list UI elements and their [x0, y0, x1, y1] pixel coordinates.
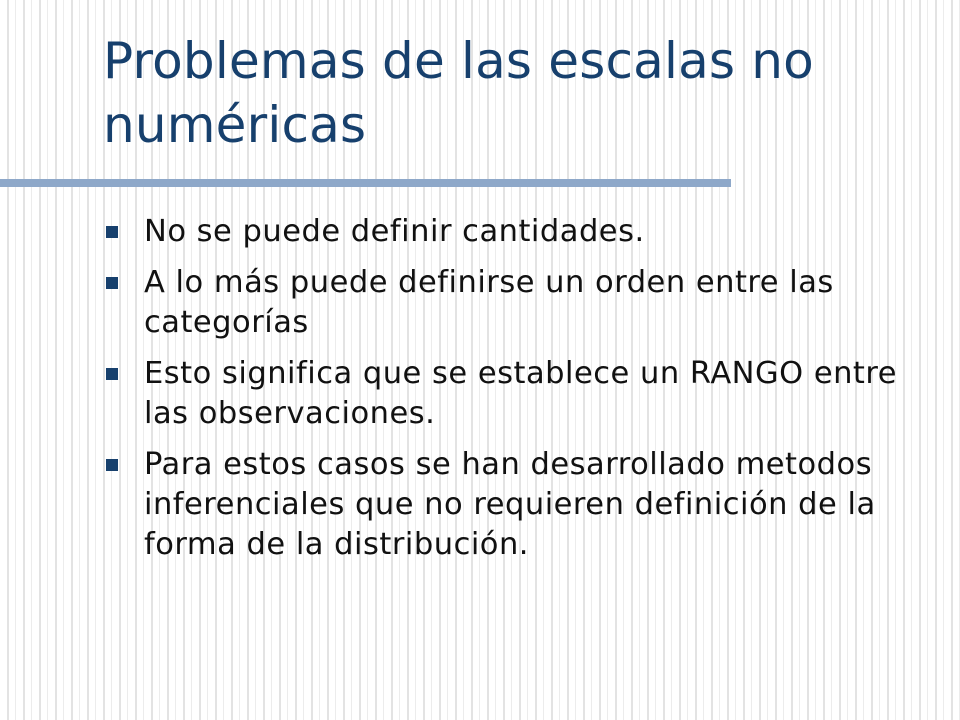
bullet-item	[106, 354, 926, 434]
bullet-item	[106, 263, 926, 343]
bullet-text: No se puede definir cantidades.	[144, 214, 645, 249]
square-bullet-icon	[106, 226, 118, 238]
bullet-text: Para estos casos se han desarrollado metodos inferenciales que no requieren definición de la forma de la distribución.	[144, 447, 876, 562]
square-bullet-icon	[106, 459, 118, 471]
bullet-item	[106, 212, 926, 252]
bullet-text: A lo más puede definirse un orden entre las categorías	[144, 265, 834, 340]
bullet-text: Esto significa que se establece un RANGO entre las observaciones.	[144, 356, 898, 431]
bullet-list	[106, 212, 926, 576]
square-bullet-icon	[106, 368, 118, 380]
title-divider	[0, 179, 731, 187]
slide-title: Problemas de las escalas no numéricas	[103, 32, 814, 154]
square-bullet-icon	[106, 277, 118, 289]
bullet-item	[106, 445, 926, 565]
